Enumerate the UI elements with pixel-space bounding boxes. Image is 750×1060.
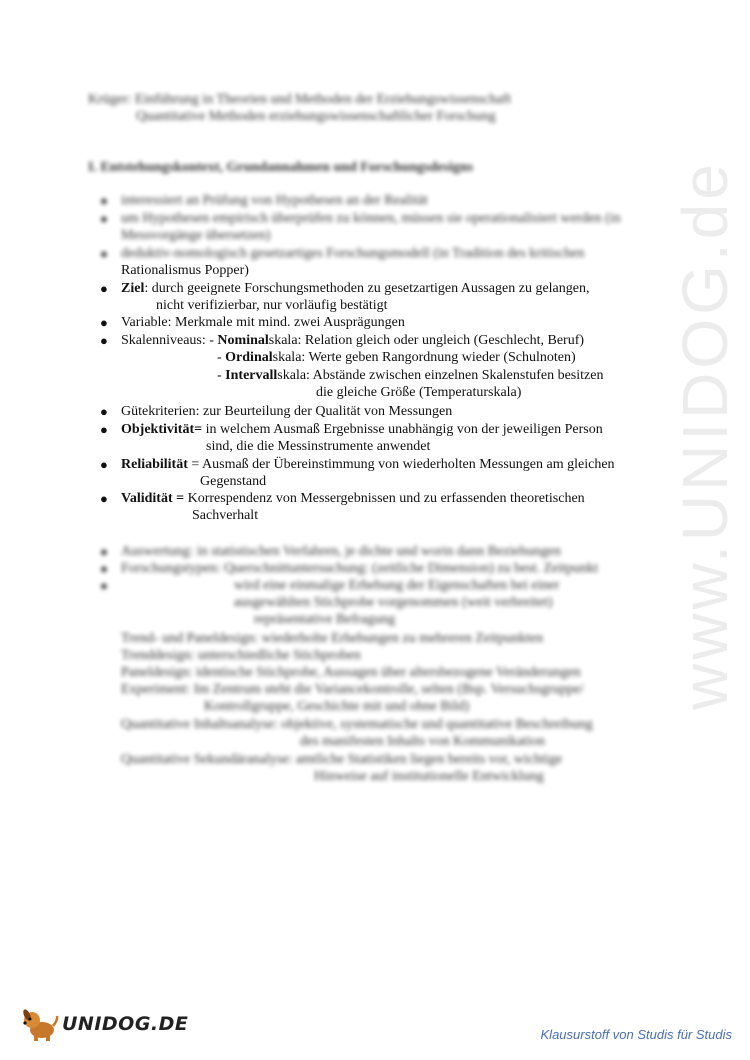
ordinal-text: skala: Werte geben Rangordnung wieder (Schulnoten)	[272, 350, 576, 365]
blurred-bottom-6: Trend- und Paneldesign: wiederholte Erhebungen zu mehreren Zeitpunkten	[121, 631, 544, 646]
ziel-item	[121, 280, 589, 297]
ordinal-prefix: -	[217, 350, 222, 365]
bullet-icon: ●	[100, 578, 108, 593]
bullet-icon: ●	[100, 211, 108, 226]
reliabilitaet-text: = Ausmaß der Übereinstimmung von wiederholten Messungen am gleichen	[187, 457, 615, 472]
validitaet-cont: Sachverhalt	[192, 508, 259, 523]
reliabilitaet-term: Reliabilität	[121, 457, 188, 472]
variable-item: Variable: Merkmale mit mind. zwei Ausprägungen	[121, 315, 405, 330]
blurred-bottom-7: Trenddesign: unterschiedliche Stichproben	[121, 648, 361, 663]
bullet-icon: ●	[100, 561, 108, 576]
header-line-2: Quantitative Methoden erziehungswissenschaftlicher Forschung	[136, 109, 496, 124]
blurred-bottom-5: repräsentative Befragung	[254, 612, 396, 627]
intervall-prefix: -	[217, 368, 222, 383]
reliabilitaet-item	[121, 456, 615, 473]
blurred-bottom-13: Quantitative Sekundäranalyse: amtliche Statistiken liegen bereits vor, wichtige	[121, 752, 563, 767]
ziel-cont: nicht verifizierbar, nur vorläufig bestätigt	[156, 298, 388, 313]
blurred-bottom-3: wird eine einmalige Erhebung der Eigenschaften bei einer	[234, 578, 560, 593]
objektivitaet-text: in welchem Ausmaß Ergebnisse unabhängig von der jeweiligen Person	[202, 422, 603, 437]
bullet-icon: ●	[100, 246, 108, 261]
intervall-text: skala: Abstände zwischen einzelnen Skalenstufen besitzen	[277, 368, 604, 383]
reliabilitaet-cont: Gegenstand	[200, 474, 267, 489]
blurred-bottom-12: des manifesten Inhalts von Kommunikation	[300, 734, 545, 749]
guete-item: Gütekriterien: zur Beurteilung der Qualität von Messungen	[121, 404, 453, 419]
blurred-item-1: interessiert an Prüfung von Hypothesen an der Realität	[121, 193, 428, 208]
blurred-bottom-1: Auswertung: in statistischen Verfahren, je dichte und worin dann Beziehungen	[121, 544, 561, 559]
header-line-1: Krüger: Einführung in Theorien und Methoden der Erziehungswissenschaft	[88, 92, 512, 107]
footer-tagline: Klausurstoff von Studis für Studis	[540, 1027, 732, 1042]
dog-icon	[20, 1006, 60, 1042]
intervall-term: Intervall	[225, 368, 278, 383]
bullet-icon: ●	[100, 315, 108, 330]
ziel-term: Ziel	[121, 281, 145, 296]
blurred-bottom-9: Experiment: Im Zentrum steht die Variancekontrolle, selten (Bsp. Versuchsgruppe/	[121, 682, 584, 697]
blurred-bottom-14: Hinweise auf institutionelle Entwicklung	[314, 769, 544, 784]
blurred-item-2-cont: Messvorgänge übersetzen)	[121, 228, 271, 243]
bullet-icon: ●	[100, 491, 108, 506]
nominal-text: skala: Relation gleich oder ungleich (Geschlecht, Beruf)	[268, 333, 585, 348]
logo-text: UNIDOG.DE	[62, 1013, 189, 1035]
ziel-text: : durch geeignete Forschungsmethoden zu gesetzartigen Aussagen zu gelangen,	[144, 281, 590, 296]
bullet-icon: ●	[100, 457, 108, 472]
blurred-bottom-4: ausgewählten Stichprobe vorgenommen (weit verbreitet)	[234, 595, 553, 610]
blurred-bottom-10: Kontrollgruppe, Geschichte mit und ohne Bild)	[204, 699, 470, 714]
bullet-icon: ●	[100, 422, 108, 437]
bullet-icon: ●	[100, 333, 108, 348]
objektivitaet-cont: sind, die die Messinstrumente anwendet	[206, 439, 431, 454]
watermark: www.UNIDOG.de	[669, 160, 741, 710]
bullet-icon: ●	[100, 404, 108, 419]
rationalismus-line: Rationalismus Popper)	[121, 263, 249, 278]
skalen-intervall-cont: die gleiche Größe (Temperaturskala)	[316, 385, 522, 400]
blurred-bottom-2: Forschungstypen: Querschnittuntersuchung: (zeitliche Dimension) zu best. Zeitpunkt	[121, 561, 599, 576]
skalen-ordinal	[217, 349, 576, 366]
blurred-item-3: deduktiv-nomologisch gesetzartiges Forschungsmodell (in Tradition des kritischen	[121, 246, 585, 261]
objektivitaet-term: Objektivität=	[121, 422, 203, 437]
validitaet-item	[121, 490, 585, 507]
blurred-bottom-8: Paneldesign: identische Stichprobe, Aussagen über altersbezogene Veränderungen	[121, 665, 581, 680]
bullet-icon: ●	[100, 544, 108, 559]
validitaet-term: Validität =	[121, 491, 185, 506]
nominal-term: Nominal	[217, 333, 269, 348]
skalen-label: Skalenniveaus: -	[121, 333, 214, 348]
bullet-icon: ●	[100, 193, 108, 208]
validitaet-text: Korrespendenz von Messergebnissen und zu erfassenden theoretischen	[184, 491, 585, 506]
skalen-intervall	[217, 367, 603, 384]
unidog-logo[interactable]	[20, 1006, 188, 1042]
blurred-item-2: um Hypothesen empirisch überprüfen zu können, müssen sie operationalisiert werden (in	[121, 211, 621, 226]
objektivitaet-item	[121, 421, 603, 438]
section-title: I. Entstehungskontext, Grundannahmen und Forschungsdesigns	[88, 160, 474, 175]
ordinal-term: Ordinal	[225, 350, 273, 365]
blurred-bottom-11: Quantitative Inhaltsanalyse: objektive, systematische und quantitative Beschreibung	[121, 717, 593, 732]
bullet-icon: ●	[100, 281, 108, 296]
skalen-nominal	[121, 332, 584, 349]
